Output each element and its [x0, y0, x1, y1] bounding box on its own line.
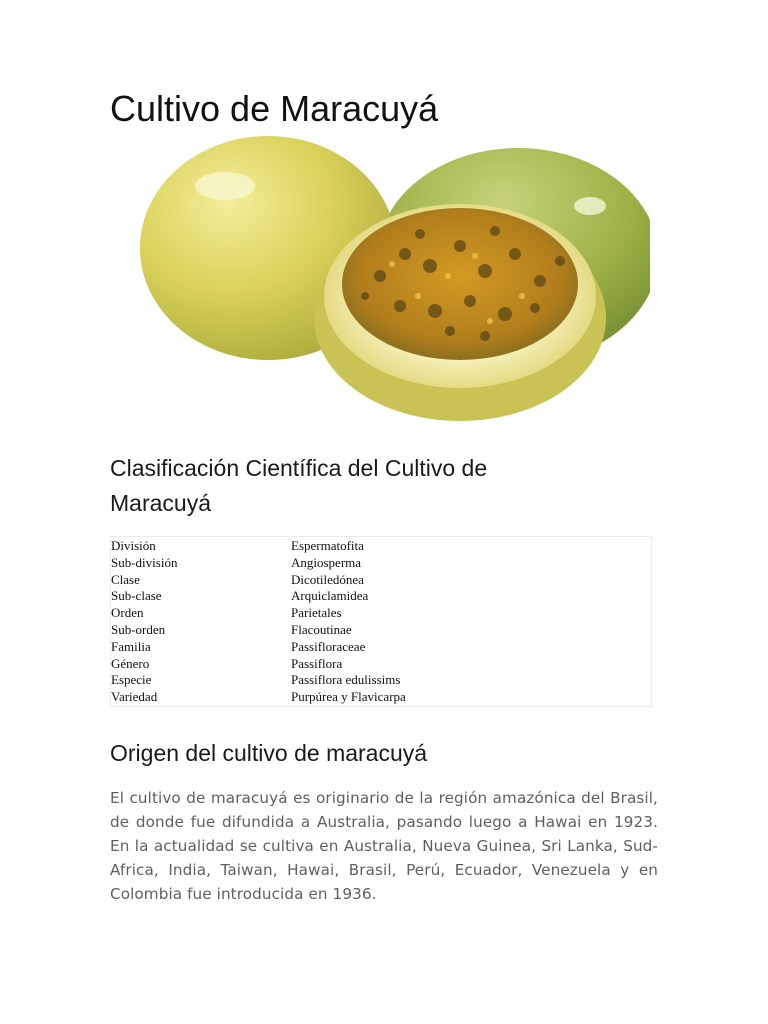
- row-value: Flacoutinae: [291, 621, 352, 637]
- row-value: Arquiclamidea: [291, 588, 369, 604]
- table-row: [111, 605, 651, 622]
- row-value: Parietales: [291, 605, 342, 621]
- row-label: Clase: [111, 571, 140, 587]
- row-label: Sub-orden: [111, 621, 166, 637]
- table-row: [111, 656, 651, 673]
- row-label: Especie: [111, 672, 152, 688]
- row-label: División: [111, 538, 156, 553]
- row-label: Sub-división: [111, 554, 178, 570]
- row-value: Passifloraceae: [291, 638, 366, 654]
- classification-heading: Clasificación Científica del Cultivo de Maracuyá: [110, 455, 488, 516]
- row-label: Género: [111, 655, 150, 671]
- table-row: [111, 588, 651, 605]
- row-value: Passiflora edulissims: [291, 672, 401, 688]
- row-value: Angiosperma: [291, 554, 362, 570]
- classification-table: [110, 536, 652, 707]
- row-label: Orden: [111, 605, 144, 621]
- passion-fruit-icon: [130, 136, 650, 426]
- page-title: Cultivo de Maracuyá: [110, 88, 439, 129]
- row-value: Purpúrea y Flavicarpa: [291, 689, 406, 705]
- origin-heading: Origen del cultivo de maracuyá: [110, 740, 428, 766]
- table-row: [111, 555, 651, 572]
- row-value: Passiflora: [291, 655, 343, 671]
- table-row: [111, 672, 651, 689]
- table-row: [111, 538, 651, 555]
- table-row: [111, 572, 651, 589]
- table-row: [111, 689, 651, 706]
- origin-paragraph: El cultivo de maracuyá es originario de la región amazónica del Brasil, de donde fue difundida a Australia, pasando luego a Hawai en 1923. En la actualidad se cultiva en Australia, Nueva Guinea, Sri Lanka, Sud-Africa, India, Taiwan, Hawai, Brasil, Perú, Ecuador, Venezuela y en Colombia fue introducida en 1936.: [110, 789, 658, 903]
- table-row: [111, 639, 651, 656]
- row-value: Dicotiledónea: [291, 571, 364, 587]
- row-label: Variedad: [111, 689, 158, 705]
- row-value: Espermatofita: [291, 538, 364, 553]
- row-label: Familia: [111, 638, 151, 654]
- row-label: Sub-clase: [111, 588, 162, 604]
- table-row: [111, 622, 651, 639]
